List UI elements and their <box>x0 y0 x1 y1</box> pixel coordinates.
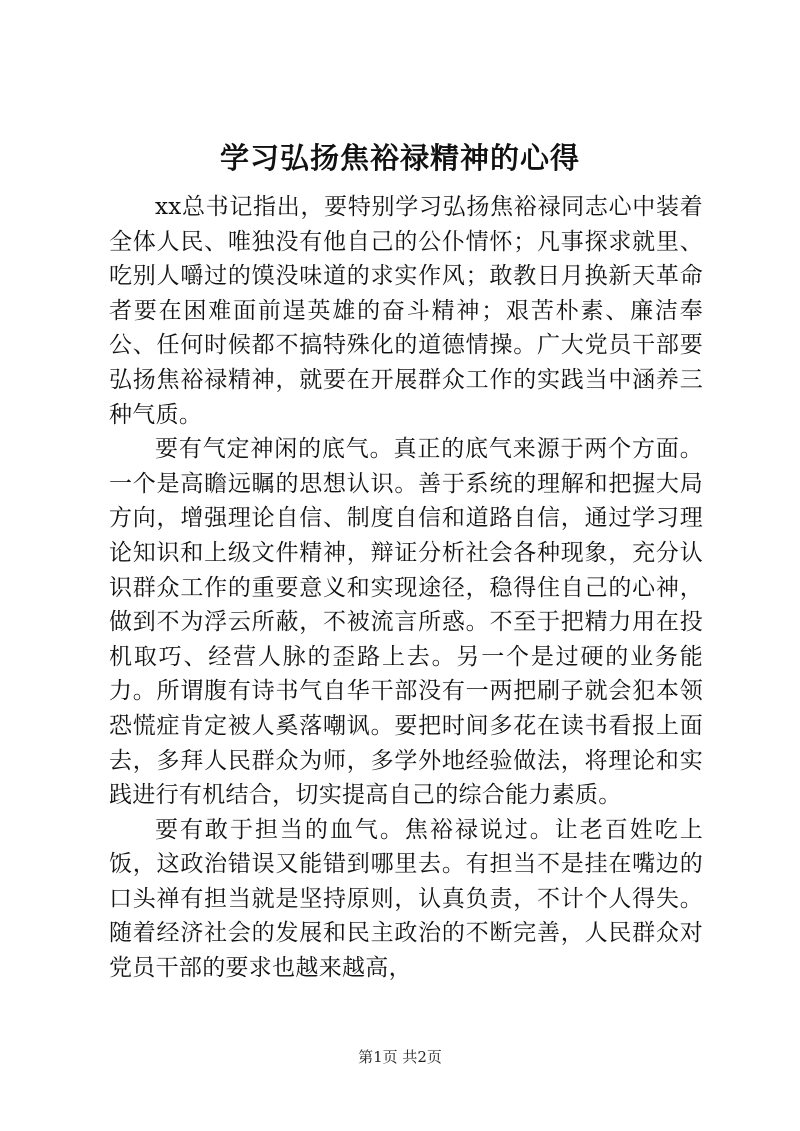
paragraph-confidence: 要有气定神闲的底气。真正的底气来源于两个方面。一个是高瞻远瞩的思想认识。善于系统的理解和把握大局方向，增强理论自信、制度自信和道路自信，通过学习理论知识和上级文件精神，辩证分析社会各种现象，充分认识群众工作的重要意义和实现途径，稳得住自己的心神，做到不为浮云所蔽，不被流言所惑。不至于把精力用在投机取巧、经营人脉的歪路上去。另一个是过硬的业务能力。所谓腹有诗书气自华干部没有一两把刷子就会犯本领恐慌症肯定被人奚落嘲讽。要把时间多花在读书看报上面去，多拜人民群众为师，多学外地经验做法，将理论和实践进行有机结合，切实提高自己的综合能力素质。 <box>109 436 703 809</box>
document-body <box>109 190 703 986</box>
paragraph-responsibility: 要有敢于担当的血气。焦裕禄说过。让老百姓吃上饭，这政治错误又能错到哪里去。有担当不是挂在嘴边的口头禅有担当就是坚持原则，认真负责，不计个人得失。随着经济社会的发展和民主政治的不断完善，人民群众对党员干部的要求也越来越高， <box>109 816 703 982</box>
paragraph-intro: xx总书记指出，要特别学习弘扬焦裕禄同志心中装着全体人民、唯独没有他自己的公仆情怀；凡事探求就里、吃别人嚼过的馍没味道的求实作风；敢教日月换新天革命者要在困难面前逞英雄的奋斗精神；艰苦朴素、廉洁奉公、任何时候都不搞特殊化的道德情操。广大党员干部要弘扬焦裕禄精神，就要在开展群众工作的实践当中涵养三种气质。 <box>109 194 703 428</box>
page-number-footer: 第1页 共2页 <box>358 1048 442 1066</box>
document-title: 学习弘扬焦裕禄精神的心得 <box>219 141 580 175</box>
